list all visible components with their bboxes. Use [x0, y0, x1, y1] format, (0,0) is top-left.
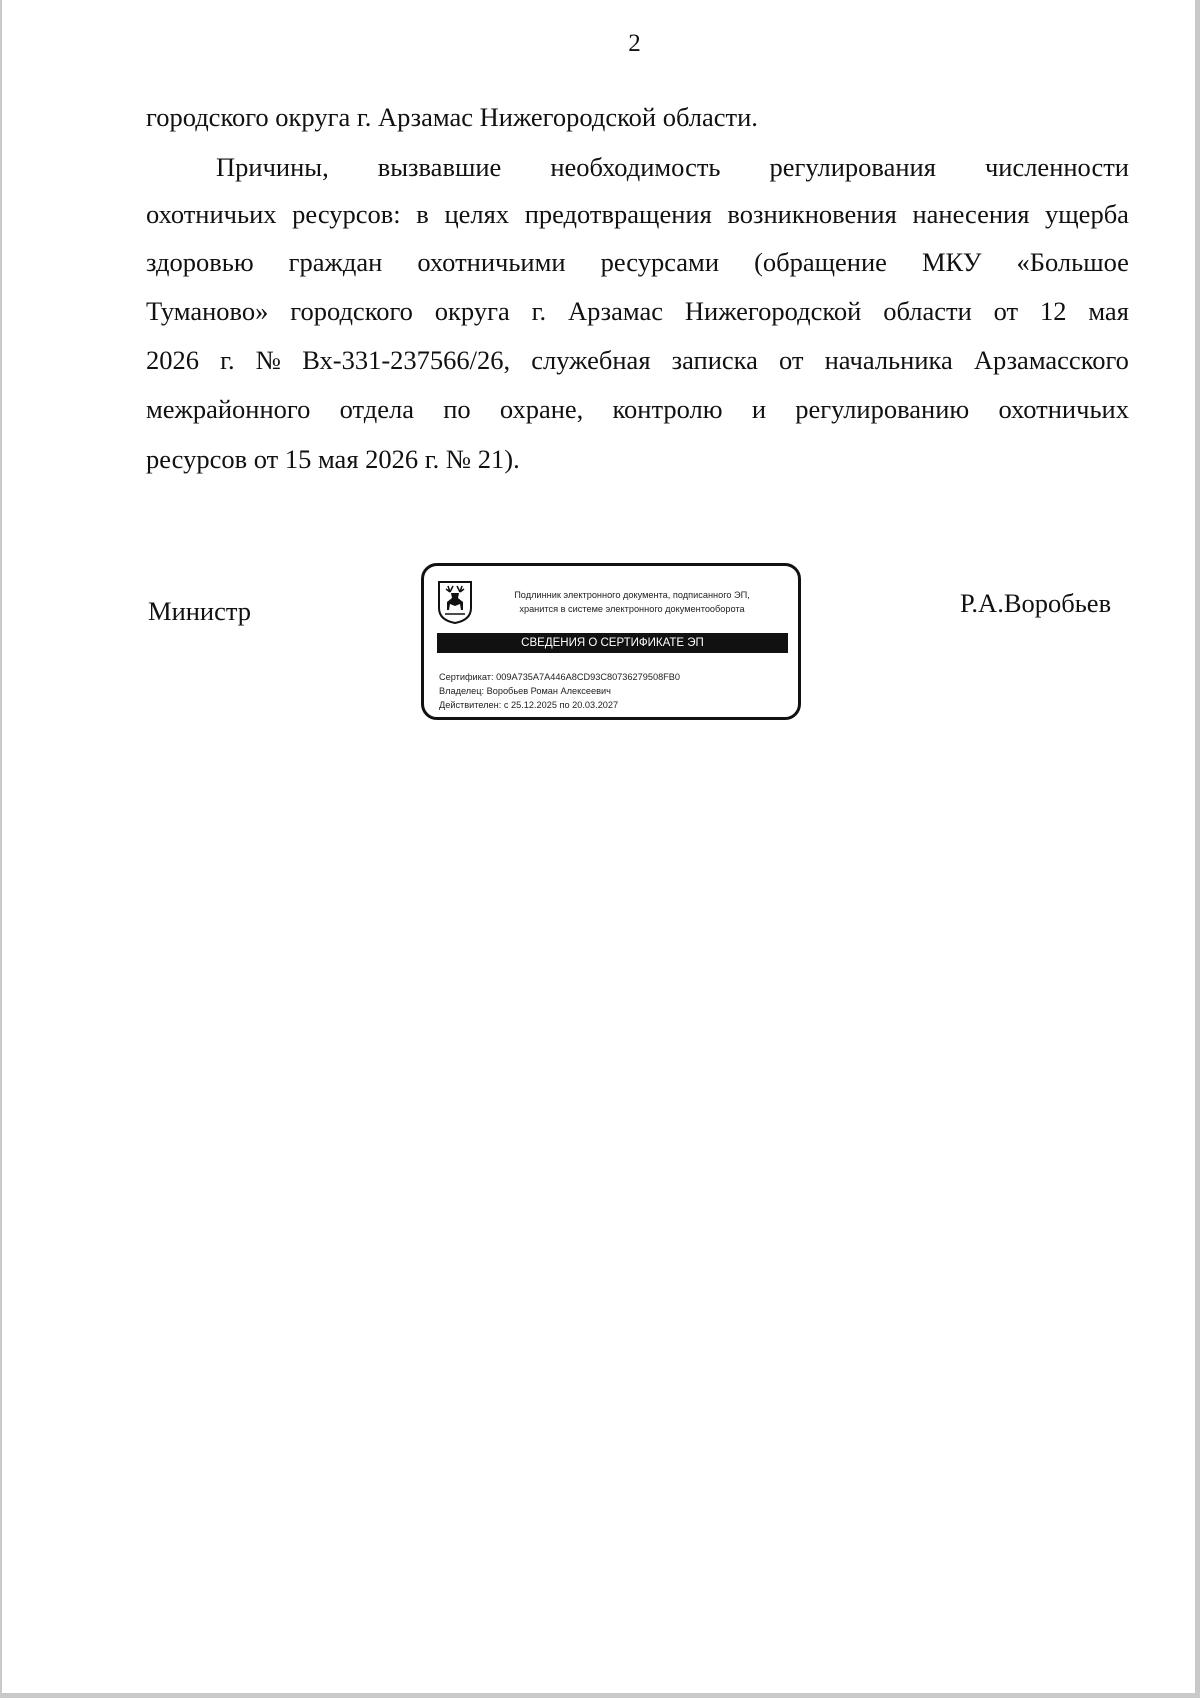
paragraph-word: Туманово»	[146, 296, 269, 326]
paragraph-word: от	[779, 345, 804, 375]
paragraph-word: граждан	[288, 247, 383, 277]
paragraph-word: Нижегородской	[684, 296, 862, 326]
paragraph-word: возникновения	[727, 199, 897, 229]
certificate-owner: Владелец: Воробьев Роман Алексеевич	[439, 686, 611, 696]
paragraph-word: регулирования	[769, 152, 936, 182]
paragraph-word: 12	[1039, 296, 1067, 326]
paragraph-line	[146, 394, 1129, 424]
paragraph-word: целях	[444, 199, 510, 229]
stamp-note	[482, 588, 782, 616]
paragraph-line	[146, 296, 1129, 326]
paragraph-word: «Большое	[1016, 247, 1129, 277]
paragraph-word: округа	[434, 296, 510, 326]
stamp-note-line: хранится в системе электронного документооборота	[519, 604, 745, 614]
deer-emblem-icon	[437, 580, 473, 624]
paragraph-line	[216, 152, 1129, 182]
stamp-band-title: СВЕДЕНИЯ О СЕРТИФИКАТЕ ЭП	[437, 633, 788, 653]
paragraph-word: ущерба	[1045, 199, 1129, 229]
certificate-validity: Действителен: с 25.12.2025 по 20.03.2027	[439, 700, 619, 710]
paragraph-continuation: городского округа г. Арзамас Нижегородской области.	[146, 102, 758, 132]
paragraph-word: области	[883, 296, 972, 326]
stamp-note-line: Подлинник электронного документа, подписанного ЭП,	[514, 590, 750, 600]
paragraph-line	[146, 199, 1129, 229]
certificate-number: Сертификат: 009A735A7A446A8CD93C80736279508FB0	[439, 672, 681, 682]
paragraph-line	[146, 345, 1129, 375]
paragraph-word: охотничьих	[998, 394, 1129, 424]
paragraph-word: городского	[290, 296, 413, 326]
paragraph-word: межрайонного	[146, 394, 311, 424]
paragraph-word: Арзамасского	[973, 345, 1129, 375]
paragraph-word: Арзамас	[567, 296, 664, 326]
paragraph-word: (обращение	[754, 247, 887, 277]
paragraph-line	[146, 247, 1129, 277]
paragraph-word: мая	[1088, 296, 1129, 326]
paragraph-word: предотвращения	[524, 199, 712, 229]
page-number: 2	[628, 30, 641, 57]
paragraph-word: в	[416, 199, 429, 229]
signatory-name: Р.А.Воробьев	[960, 588, 1112, 618]
electronic-signature-stamp	[421, 563, 801, 720]
paragraph-word: ресурсами	[600, 247, 720, 277]
paragraph-word: охране,	[499, 394, 584, 424]
paragraph-word: отдела	[339, 394, 414, 424]
paragraph-word: охотничьих	[146, 199, 277, 229]
paragraph-last-line: ресурсов от 15 мая 2026 г. № 21).	[146, 444, 520, 474]
paragraph-word: нанесения	[912, 199, 1030, 229]
paragraph-word: по	[443, 394, 471, 424]
paragraph-word: МКУ	[921, 247, 982, 277]
paragraph-word: численности	[984, 152, 1129, 182]
paragraph-word: Причины,	[216, 152, 329, 182]
paragraph-word: и	[751, 394, 766, 424]
paragraph-word: служебная	[531, 345, 651, 375]
paragraph-word: здоровью	[146, 247, 254, 277]
paragraph-word: от	[993, 296, 1019, 326]
paragraph-word: начальника	[824, 345, 953, 375]
paragraph-word: охотничьими	[417, 247, 566, 277]
paragraph-word: регулированию	[795, 394, 970, 424]
paragraph-word: необходимость	[550, 152, 721, 182]
paragraph-word: записка	[671, 345, 758, 375]
paragraph-word: г.	[220, 345, 235, 375]
paragraph-word: 2026	[146, 345, 199, 375]
paragraph-word: контролю	[612, 394, 723, 424]
document-page	[2, 0, 1195, 1693]
paragraph-word: вызвавшие	[377, 152, 502, 182]
paragraph-word: г.	[531, 296, 547, 326]
paragraph-word: Вх-331-237566/26,	[302, 345, 511, 375]
signatory-title: Министр	[148, 596, 252, 626]
paragraph-word: ресурсов:	[292, 199, 401, 229]
paragraph-word: №	[255, 345, 282, 375]
